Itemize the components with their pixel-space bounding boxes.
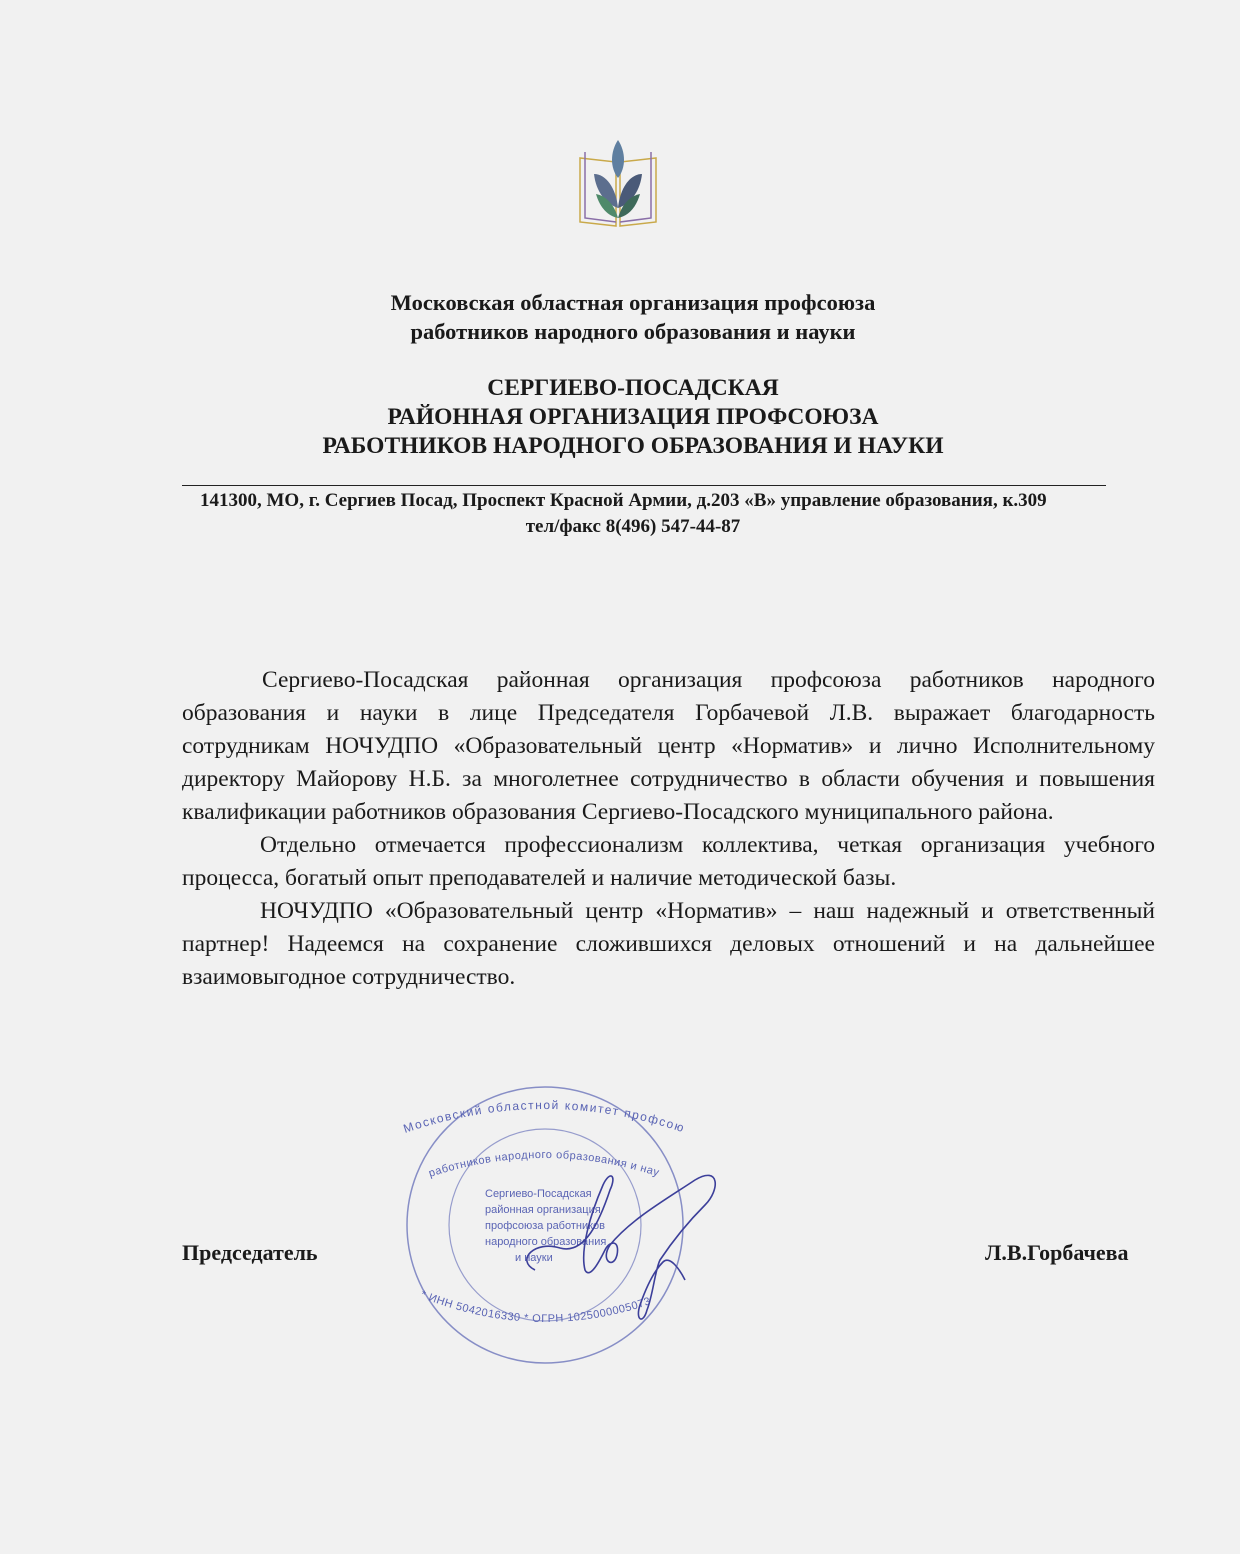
district-organization-title <box>0 374 1240 461</box>
address: 141300, МО, г. Сергиев Посад, Проспект Красной Армии, д.203 «В» управление образования, к.309 <box>200 490 1047 511</box>
paragraph: Сергиево-Посадская районная организация профсоюза работников народного образования и науки в лице Председателя Горбачевой Л.В. выражает благодарность сотрудникам НОЧУДПО «Образовательный центр «Норматив» и лично Исполнительному директору Майорову Н.Б. за многолетнее сотрудничество в области обучения и повышения квалификации работников образования Сергиево-Посадского муниципального района. <box>182 667 1155 825</box>
district-line: СЕРГИЕВО-ПОСАДСКАЯ <box>487 375 779 401</box>
org-line: работников народного образования и науки <box>410 319 856 344</box>
stamp-bottom-ring-text: * ИНН 5042016330 * ОГРН 1025000005073 <box>418 1288 653 1326</box>
letter-body <box>182 664 1155 994</box>
svg-text:Московский областной комитет п <box>375 1085 687 1136</box>
paragraph: Отдельно отмечается профессионализм коллектива, четкая организация учебного процесса, богатый опыт преподавателей и наличие методической базы. <box>182 832 1155 891</box>
district-line: РАЙОННАЯ ОРГАНИЗАЦИЯ ПРОФСОЮЗА <box>387 404 879 430</box>
stamp-inner-ring-text: работников народного образования и нау <box>427 1148 661 1180</box>
stamp-center-line: профсоюза работников <box>485 1220 606 1232</box>
stamp-outer-ring-text: Московский областной комитет профсою <box>401 1097 688 1136</box>
trade-union-logo-icon <box>576 138 660 230</box>
district-line: РАБОТНИКОВ НАРОДНОГО ОБРАЗОВАНИЯ И НАУКИ <box>322 433 944 459</box>
header-divider <box>182 485 1106 486</box>
phone-fax: тел/факс 8(496) 547-44-87 <box>525 516 741 537</box>
stamp-center-line: и науки <box>515 1252 553 1264</box>
org-line: Московская областная организация профсоюза <box>390 290 876 315</box>
paragraph: НОЧУДПО «Образовательный центр «Норматив» – наш надежный и ответственный партнер! Надеемся на сохранение сложившихся деловых отношений и на дальнейшее взаимовыгодное сотрудничество. <box>182 898 1155 990</box>
stamp-center-line: Сергиево-Посадская <box>485 1188 592 1200</box>
signer-name: Л.В.Горбачева <box>985 1240 1129 1265</box>
organization-stamp-and-signature <box>375 1085 735 1385</box>
stamp-center-line: районная организация <box>485 1204 601 1216</box>
stamp-center-line: народного образования <box>485 1236 607 1248</box>
signer-title: Председатель <box>182 1240 318 1265</box>
svg-text:* ИНН 5042016330 * ОГРН 102500 <box>419 1289 653 1325</box>
parent-organization-title <box>0 288 1240 346</box>
